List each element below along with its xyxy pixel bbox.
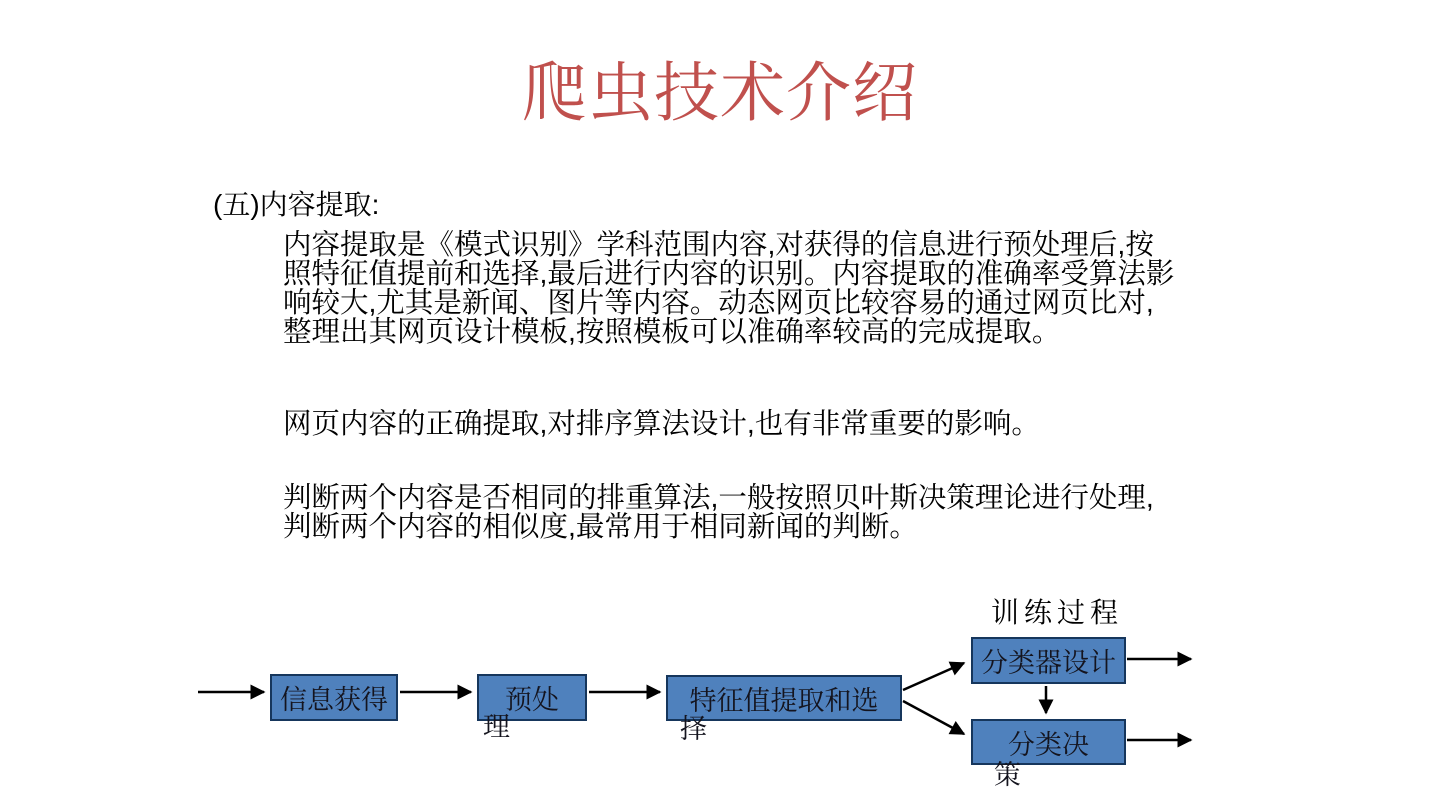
paragraph-ranking-impact <box>283 410 1040 439</box>
flow-box-label: 特征值提取和选 <box>689 685 879 716</box>
classification-decision-overflow-text: 策 <box>994 760 1021 790</box>
slide-title: 爬虫技术介绍 <box>521 56 918 129</box>
text-line: 内容提取是《模式识别》学科范围内容,对获得的信息进行预处理后,按 <box>283 229 1154 261</box>
paragraph-content-extraction <box>283 231 1174 347</box>
flow-box-label: 分类器设计 <box>981 648 1116 678</box>
arrow-feature-to-classifier <box>903 663 964 690</box>
text-line: 判断两个内容是否相同的排重算法,一般按照贝叶斯决策理论进行处理, <box>283 482 1154 514</box>
text-line: 响较大,尤其是新闻、图片等内容。动态网页比较容易的通过网页比对, <box>283 287 1154 319</box>
flow-box-information-acquisition <box>270 674 398 721</box>
text-line: 网页内容的正确提取,对排序算法设计,也有非常重要的影响。 <box>283 408 1040 440</box>
flow-box-label: 信息获得 <box>280 685 388 715</box>
text-line: 整理出其网页设计模板,按照模板可以准确率较高的完成提取。 <box>283 316 1061 348</box>
feature-extraction-overflow-text: 择 <box>680 714 707 744</box>
flow-box-label: 分类决 <box>1008 729 1089 760</box>
train-process-label: 训练过程 <box>991 597 1124 628</box>
flow-box-classifier-design <box>971 637 1126 684</box>
section-heading: (五)内容提取: <box>213 189 380 220</box>
text-line: 照特征值提前和选择,最后进行内容的识别。内容提取的准确率受算法影 <box>283 258 1175 290</box>
flow-box-label: 预处 <box>505 685 559 715</box>
paragraph-dedup-bayes <box>283 484 1154 542</box>
preprocessing-overflow-text: 理 <box>483 712 510 742</box>
arrow-feature-to-decision <box>903 701 964 734</box>
flow-box-classification-decision <box>971 719 1126 765</box>
text-line: 判断两个内容的相似度,最常用于相同新闻的判断。 <box>283 511 918 543</box>
